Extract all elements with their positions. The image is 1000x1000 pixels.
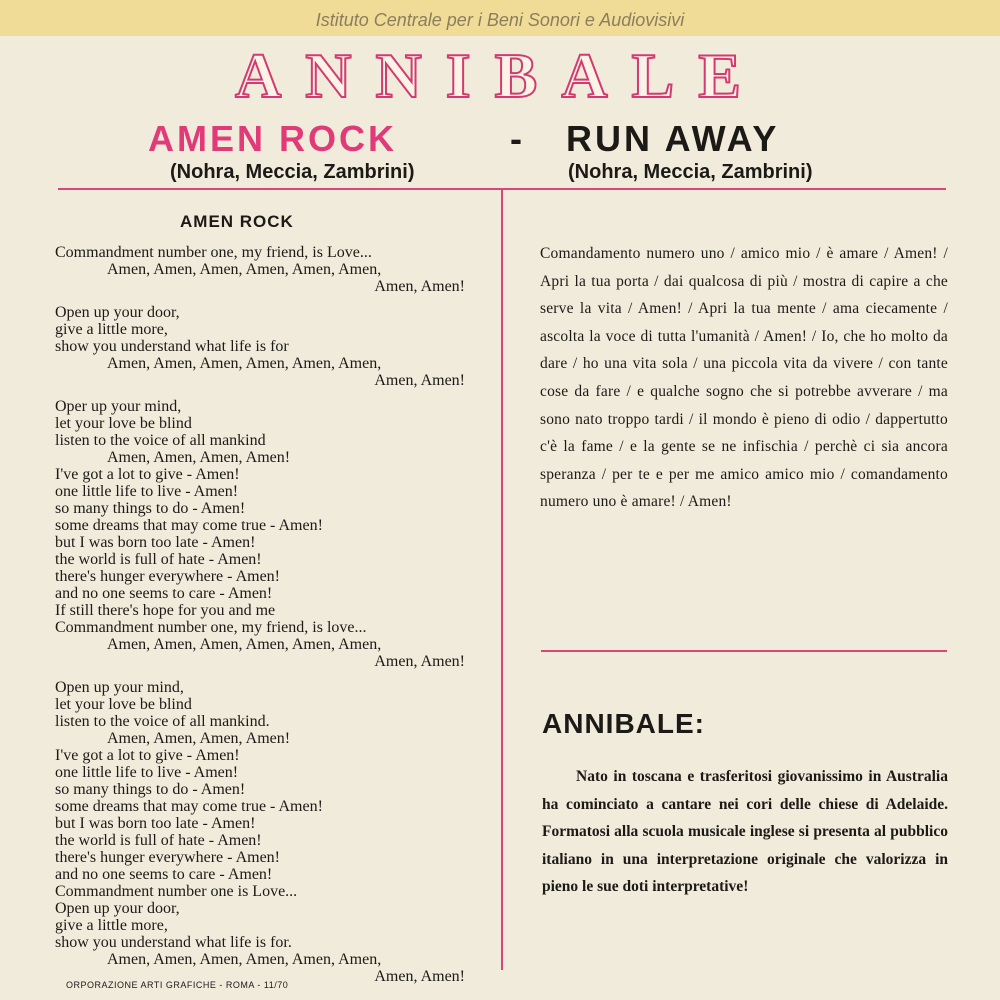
lyric-line: Commandment number one is Love... [55,883,298,900]
lyric-line: let your love be blind [55,696,192,713]
section-divider [541,650,947,652]
lyric-line: Amen, Amen, Amen, Amen, Amen, Amen, [107,636,382,653]
lyric-line: Amen, Amen, Amen, Amen, Amen, Amen, [107,355,382,372]
lyric-line: Amen, Amen! [374,278,465,295]
title-separator: - [510,118,525,159]
lyric-line: Open up your door, [55,304,180,321]
printer-credit: ORPORAZIONE ARTI GRAFICHE - ROMA - 11/70 [66,980,289,990]
lyric-line: I've got a lot to give - Amen! [55,747,240,764]
lyric-line: but I was born too late - Amen! [55,534,256,551]
lyric-line: give a little more, [55,917,168,934]
lyric-line: let your love be blind [55,415,192,432]
lyric-line: there's hunger everywhere - Amen! [55,849,281,866]
credits-side-a: (Nohra, Meccia, Zambrini) [170,161,415,183]
lyric-line: and no one seems to care - Amen! [55,585,273,602]
lyric-line: so many things to do - Amen! [55,781,246,798]
lyric-line: Commandment number one, my friend, is Love... [55,244,372,261]
artist-name: ANNIBALE [235,40,765,111]
lyric-line: one little life to live - Amen! [55,764,239,781]
title-side-a: AMEN ROCK [148,118,397,159]
italian-translation: Comandamento numero uno / amico mio / è amare / Amen! / Apri la tua porta / dai qualcosa di più / mostra di capire a che serve la vita / Amen! / Apri la tua mente / ama ciecamente / ascolta la voce di tutta l'umanità / Amen! / Io, che ho molto da dare / ho una vita sola / una piccola vita da vivere / con tante cose da fare / e qualche sogno che si potrebbe avverare / ma sono nato troppo tardi / il mondo è pieno di odio / dappertutto c'è la fame / e la gente se ne infischia / perchè ci sia ancora speranza / per te e per me amico amico mio / comandamento numero uno è amare! / Amen! [540,245,948,511]
lyrics-heading: AMEN ROCK [180,212,294,231]
lyrics-text [55,244,475,985]
lyric-line: If still there's hope for you and me [55,602,276,619]
lyric-line: Oper up your mind, [55,398,182,415]
column-divider [501,190,503,970]
lyric-line: some dreams that may come true - Amen! [55,798,323,815]
lyric-line: and no one seems to care - Amen! [55,866,273,883]
lyric-line: some dreams that may come true - Amen! [55,517,323,534]
lyric-line: Amen, Amen, Amen, Amen, Amen, Amen, [107,261,382,278]
credits-side-b: (Nohra, Meccia, Zambrini) [568,161,813,183]
lyric-line [55,389,475,398]
bio-text: Nato in toscana e trasferitosi giovanissimo in Australia ha cominciato a cantare nei cori delle chiese di Adelaide. Formatosi alla scuola musicale inglese si presenta al pubblico italiano in una interpretazione originale che valorizza in pieno le sue doti interpretative! [542,768,948,896]
lyric-line [55,670,475,679]
lyric-line: Amen, Amen, Amen, Amen! [107,730,291,747]
lyric-line [55,295,475,304]
archive-banner: Istituto Centrale per i Beni Sonori e Audiovisivi [0,0,1000,36]
lyric-line: listen to the voice of all mankind [55,432,266,449]
lyric-line: Amen, Amen! [374,653,465,670]
lyric-line: listen to the voice of all mankind. [55,713,270,730]
lyric-line: Amen, Amen, Amen, Amen, Amen, Amen, [107,951,382,968]
lyric-line: show you understand what life is for [55,338,289,355]
lyric-line: give a little more, [55,321,168,338]
lyric-line: the world is full of hate - Amen! [55,832,262,849]
lyric-line: one little life to live - Amen! [55,483,239,500]
lyric-line: so many things to do - Amen! [55,500,246,517]
lyric-line: Amen, Amen! [374,968,465,985]
lyric-line: show you understand what life is for. [55,934,292,951]
lyric-line: I've got a lot to give - Amen! [55,466,240,483]
title-side-b: RUN AWAY [566,118,780,159]
lyric-line: the world is full of hate - Amen! [55,551,262,568]
lyric-line: Amen, Amen, Amen, Amen! [107,449,291,466]
lyric-line: there's hunger everywhere - Amen! [55,568,281,585]
bio-heading: ANNIBALE: [542,708,705,739]
lyric-line: Amen, Amen! [374,372,465,389]
lyric-line: but I was born too late - Amen! [55,815,256,832]
lyric-line: Commandment number one, my friend, is love... [55,619,367,636]
lyric-line: Open up your door, [55,900,180,917]
lyric-line: Open up your mind, [55,679,184,696]
